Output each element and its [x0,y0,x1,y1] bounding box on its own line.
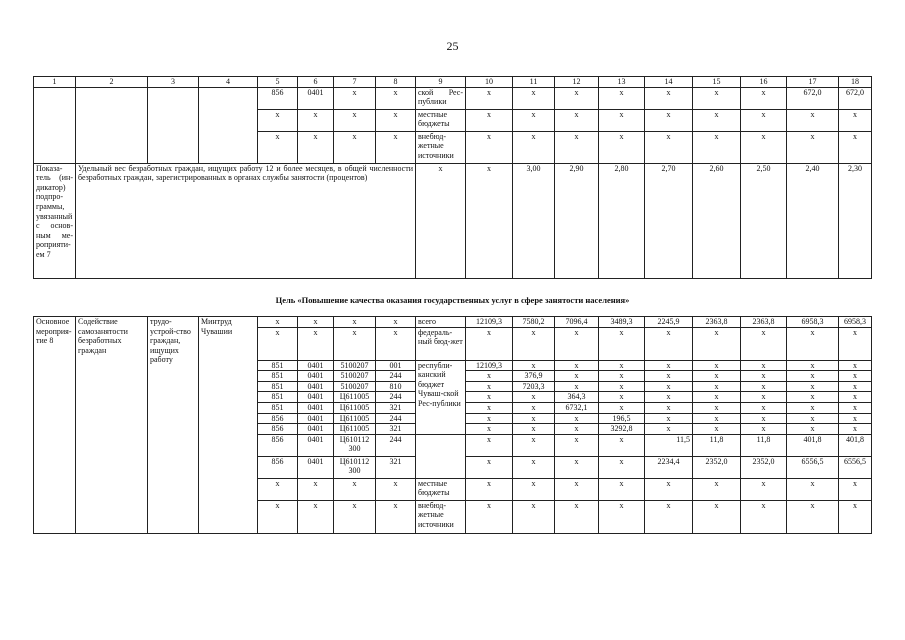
value-cell: x [693,109,741,131]
value-cell: x [555,327,599,360]
value-cell: 2352,0 [693,456,741,478]
funding-source-federal: федераль-ный бюд-жет [416,327,466,360]
value-cell: 401,8 [787,434,839,456]
value-cell: 2,80 [599,163,645,278]
value-cell: x [599,392,645,403]
value-cell: 2352,0 [741,456,787,478]
target-article: Ц611005 [334,392,376,403]
value-cell: x [466,87,513,109]
value-cell: 7580,2 [513,317,555,328]
target-article: Ц611005 [334,424,376,435]
target-article: 5100207 [334,360,376,371]
value-cell: x [787,131,839,163]
section-code: 0401 [298,456,334,478]
grbs-code: 856 [258,424,298,435]
value-cell: x [645,131,693,163]
value-cell: x [741,87,787,109]
value-cell: 672,0 [839,87,872,109]
column-number-row [34,77,872,88]
value-cell: x [693,402,741,413]
value-cell: x [645,327,693,360]
activity-name: Содействие самозанятости безработных граждан [76,317,148,534]
target-article: x [334,87,376,109]
value-cell: x [555,478,599,500]
value-cell: 6958,3 [787,317,839,328]
value-cell: x [466,478,513,500]
value-cell: 6556,5 [787,456,839,478]
value-cell: 11,8 [693,434,741,456]
value-cell: x [693,424,741,435]
value-cell: 2,50 [741,163,787,278]
col-number: 1 [34,77,76,88]
value-cell: 2363,8 [741,317,787,328]
funding-source-republic: республи-канский бюджет Чуваш-ской Рес-публики [416,360,466,434]
grbs-code: x [258,500,298,533]
target-article: x [334,109,376,131]
value-cell: 7096,4 [555,317,599,328]
value-cell: 2,40 [787,163,839,278]
value-cell: x [693,500,741,533]
value-cell: x [787,424,839,435]
value-cell: x [693,392,741,403]
value-cell: x [741,109,787,131]
value-cell: x [645,478,693,500]
value-cell: x [599,371,645,382]
value-cell: x [555,87,599,109]
value-cell: x [555,360,599,371]
col-number: 4 [199,77,258,88]
value-cell: x [645,500,693,533]
grbs-code: 856 [258,413,298,424]
section-code: x [298,500,334,533]
value-cell: 7203,3 [513,381,555,392]
value-cell: x [599,87,645,109]
section-code: 0401 [298,392,334,403]
section-code: x [298,327,334,360]
value-cell: x [839,381,872,392]
target-article: x [334,131,376,163]
value-cell: x [787,402,839,413]
expense-type: 321 [376,424,416,435]
value-cell: x [466,413,513,424]
program-table-continued [33,76,872,279]
expense-type: 321 [376,456,416,478]
value-cell: 6958,3 [839,317,872,328]
value-cell: 3292,8 [599,424,645,435]
empty-cell [199,87,258,163]
expense-type: x [376,87,416,109]
empty-cell [148,87,199,163]
target-article: x [334,317,376,328]
col-number: 3 [148,77,199,88]
expense-type: x [376,478,416,500]
value-cell: 3,00 [513,163,555,278]
value-cell: x [693,413,741,424]
value-cell: x [513,478,555,500]
col-number: 16 [741,77,787,88]
activity-number: Основное мероприя-тие 8 [34,317,76,534]
funding-source-extrabudgetary: внебюд-жетные источники [416,500,466,533]
value-cell: x [466,131,513,163]
col-number: 18 [839,77,872,88]
empty-cell [416,434,466,478]
value-cell: x [599,360,645,371]
value-cell: x [513,392,555,403]
value-cell: x [741,413,787,424]
page-number: 25 [446,39,459,53]
value-cell: x [839,131,872,163]
target-article: 5100207 [334,381,376,392]
value-cell: x [787,327,839,360]
value-cell: x [466,371,513,382]
grbs-code: x [258,327,298,360]
value-cell: x [513,327,555,360]
grbs-code: x [258,317,298,328]
section-code: 0401 [298,360,334,371]
col-number: 17 [787,77,839,88]
value-cell: x [741,327,787,360]
col-number: 9 [416,77,466,88]
value-cell: x [555,456,599,478]
value-cell: 376,9 [513,371,555,382]
value-cell: x [693,131,741,163]
section-code: 0401 [298,413,334,424]
table-row [34,317,872,328]
goal-heading: Цель «Повышение качества оказания государственных услуг в сфере занятости населения» [275,295,630,305]
value-cell: 3489,3 [599,317,645,328]
value-cell: x [645,402,693,413]
funding-source-total: всего [416,317,466,328]
grbs-code: 851 [258,381,298,392]
value-cell: x [555,413,599,424]
funding-source: внебюд-жетные источники [416,131,466,163]
table-row [34,87,872,109]
value-cell: 2234,4 [645,456,693,478]
value-cell: x [787,413,839,424]
indicator-description: Удельный вес безработных граждан, ищущих работу 12 и более месяцев, в общей численности безработных граждан, зарегистрированных в органах службы занятости (процентов) [76,163,416,278]
value-cell: x [599,434,645,456]
grbs-code: 851 [258,371,298,382]
col-number: 6 [298,77,334,88]
value-cell: x [555,109,599,131]
expense-type: 321 [376,402,416,413]
value-cell: x [513,87,555,109]
value-cell: x [645,381,693,392]
value-cell: x [466,163,513,278]
value-cell: x [645,392,693,403]
col-number: 11 [513,77,555,88]
target-article: x [334,327,376,360]
value-cell: x [416,163,466,278]
value-cell: x [513,500,555,533]
value-cell: 2,90 [555,163,599,278]
grbs-code: 856 [258,456,298,478]
section-code: 0401 [298,434,334,456]
section-code: 0401 [298,381,334,392]
col-number: 14 [645,77,693,88]
value-cell: x [839,424,872,435]
target-article: Ц610112 300 [334,456,376,478]
value-cell: x [599,402,645,413]
value-cell: x [599,327,645,360]
value-cell: 364,3 [555,392,599,403]
value-cell: x [599,131,645,163]
expense-type: x [376,109,416,131]
value-cell: x [513,402,555,413]
target-article: Ц610112 300 [334,434,376,456]
target-article: 5100207 [334,371,376,382]
expense-type: 244 [376,434,416,456]
col-number: 7 [334,77,376,88]
empty-cell [34,87,76,163]
value-cell: 401,8 [839,434,872,456]
value-cell: x [599,381,645,392]
grbs-code: 856 [258,434,298,456]
value-cell: x [645,371,693,382]
value-cell: x [466,392,513,403]
funding-source: ской Рес-публики [416,87,466,109]
value-cell: x [693,478,741,500]
value-cell: x [741,371,787,382]
target-article: x [334,500,376,533]
section-code: 0401 [298,424,334,435]
value-cell: x [693,371,741,382]
value-cell: x [741,500,787,533]
expense-type: 244 [376,392,416,403]
value-cell: x [787,478,839,500]
col-number: 13 [599,77,645,88]
value-cell: x [787,360,839,371]
value-cell: x [787,392,839,403]
value-cell: x [693,87,741,109]
value-cell: x [839,392,872,403]
col-number: 8 [376,77,416,88]
section-code: 0401 [298,402,334,413]
value-cell: 196,5 [599,413,645,424]
value-cell: 2,60 [693,163,741,278]
empty-cell [76,87,148,163]
funding-source-local: местные бюджеты [416,478,466,500]
value-cell: 6732,1 [555,402,599,413]
value-cell: x [741,392,787,403]
value-cell: x [513,109,555,131]
value-cell: x [787,381,839,392]
value-cell: x [741,402,787,413]
value-cell: x [513,360,555,371]
col-number: 12 [555,77,599,88]
section-code: x [298,131,334,163]
value-cell: x [839,360,872,371]
executor: Минтруд Чувашии [199,317,258,534]
value-cell: x [839,109,872,131]
value-cell: x [513,131,555,163]
value-cell: 12109,3 [466,360,513,371]
value-cell: x [466,109,513,131]
value-cell: x [466,434,513,456]
value-cell: 11,5 [645,434,693,456]
expense-type: 244 [376,371,416,382]
target-article: Ц611005 [334,413,376,424]
expense-type: x [376,500,416,533]
col-number: 5 [258,77,298,88]
value-cell: x [599,109,645,131]
value-cell: x [741,131,787,163]
target-article: x [334,478,376,500]
section-code: x [298,478,334,500]
value-cell: x [466,424,513,435]
value-cell: x [839,402,872,413]
col-number: 2 [76,77,148,88]
section-code: 0401 [298,371,334,382]
value-cell: x [693,360,741,371]
value-cell: x [645,109,693,131]
section-code: x [298,317,334,328]
value-cell: x [466,327,513,360]
value-cell: 2363,8 [693,317,741,328]
value-cell: x [555,131,599,163]
value-cell: x [839,478,872,500]
expense-type: x [376,317,416,328]
value-cell: x [599,478,645,500]
expense-type: 244 [376,413,416,424]
main-activity-8-table [33,316,872,534]
value-cell: x [555,371,599,382]
value-cell: 12109,3 [466,317,513,328]
value-cell: x [693,327,741,360]
col-number: 10 [466,77,513,88]
value-cell: x [839,371,872,382]
value-cell: x [466,402,513,413]
value-cell: x [787,500,839,533]
value-cell: 2245,9 [645,317,693,328]
value-cell: x [741,381,787,392]
grbs-code: 856 [258,87,298,109]
value-cell: x [466,381,513,392]
value-cell: x [645,360,693,371]
value-cell: x [555,424,599,435]
value-cell: 672,0 [787,87,839,109]
value-cell: x [839,500,872,533]
grbs-code: 851 [258,360,298,371]
section-code: x [298,109,334,131]
value-cell: 11,8 [741,434,787,456]
target-article: Ц611005 [334,402,376,413]
value-cell: x [466,456,513,478]
col-number: 15 [693,77,741,88]
grbs-code: 851 [258,402,298,413]
value-cell: x [555,434,599,456]
value-cell: x [513,424,555,435]
expense-type: 001 [376,360,416,371]
value-cell: 2,70 [645,163,693,278]
indicator-row [34,163,872,278]
value-cell: 6556,5 [839,456,872,478]
value-cell: x [741,360,787,371]
value-cell: 2,30 [839,163,872,278]
value-cell: x [555,381,599,392]
value-cell: x [839,413,872,424]
section-code: 0401 [298,87,334,109]
indicator-label: Показа-тель (ин-дикатор) подпро-граммы, увязанный с основ-ным ме-роприяти-ем 7 [34,163,76,278]
grbs-code: x [258,478,298,500]
task-name: трудо-устрой-ство граждан, ищущих работу [148,317,199,534]
value-cell: x [787,371,839,382]
value-cell: x [599,500,645,533]
value-cell: x [466,500,513,533]
value-cell: x [787,109,839,131]
value-cell: x [645,413,693,424]
expense-type: 810 [376,381,416,392]
grbs-code: 851 [258,392,298,403]
value-cell: x [513,434,555,456]
value-cell: x [599,456,645,478]
value-cell: x [645,87,693,109]
grbs-code: x [258,109,298,131]
expense-type: x [376,131,416,163]
value-cell: x [741,424,787,435]
value-cell: x [839,327,872,360]
value-cell: x [645,424,693,435]
grbs-code: x [258,131,298,163]
value-cell: x [555,500,599,533]
value-cell: x [741,478,787,500]
value-cell: x [693,381,741,392]
value-cell: x [513,413,555,424]
funding-source: местные бюджеты [416,109,466,131]
expense-type: x [376,327,416,360]
value-cell: x [513,456,555,478]
